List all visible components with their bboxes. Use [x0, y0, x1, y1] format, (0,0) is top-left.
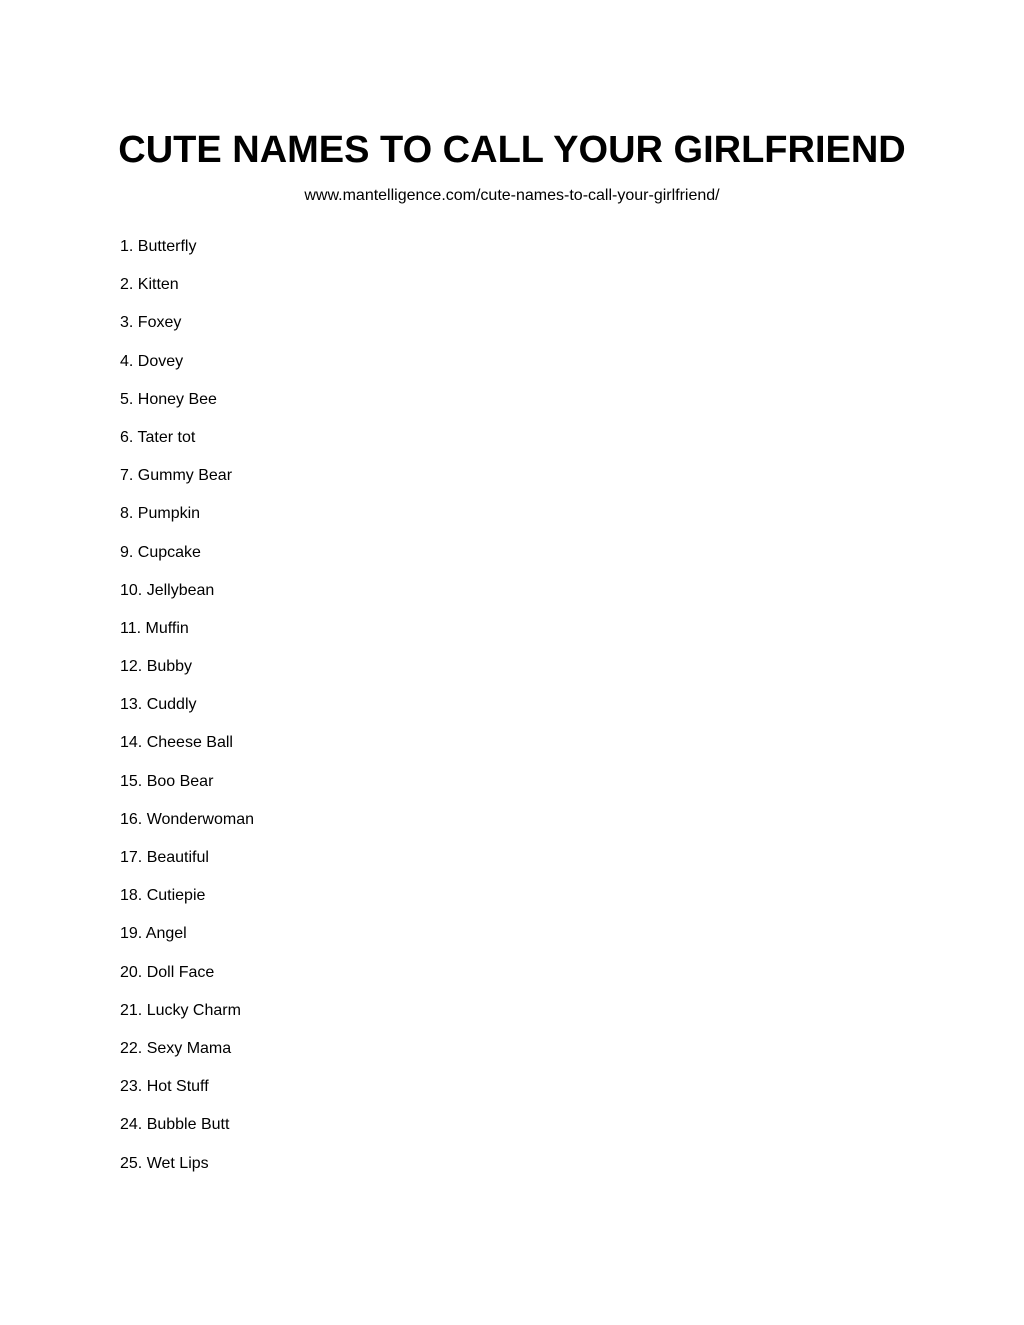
list-item: 13. Cuddly	[120, 696, 197, 714]
list-item: 17. Beautiful	[120, 849, 209, 866]
name-list	[120, 236, 254, 1191]
list-item: 18. Cutiepie	[120, 887, 206, 905]
list-item: 7. Gummy Bear	[120, 467, 233, 485]
list-item: 9. Cupcake	[120, 543, 201, 561]
list-item: 8. Pumpkin	[120, 505, 201, 523]
list-item: 23. Hot Stuff	[120, 1078, 209, 1096]
list-item: 12. Bubby	[120, 658, 193, 676]
list-item: 10. Jellybean	[120, 581, 215, 599]
list-item: 1. Butterfly	[120, 238, 197, 255]
list-item: 6. Tater tot	[120, 428, 196, 446]
list-item: 14. Cheese Ball	[120, 734, 233, 752]
list-item: 25. Wet Lips	[120, 1154, 209, 1172]
list-item: 22. Sexy Mama	[120, 1039, 232, 1057]
list-item: 11. Muffin	[120, 619, 189, 637]
list-item: 2. Kitten	[120, 276, 179, 294]
list-item: 16. Wonderwoman	[120, 810, 254, 828]
list-item: 5. Honey Bee	[120, 390, 217, 408]
source-url: www.mantelligence.com/cute-names-to-call-your-girlfriend/	[304, 187, 720, 204]
list-item: 15. Boo Bear	[120, 772, 214, 790]
list-item: 24. Bubble Butt	[120, 1116, 230, 1134]
list-item: 21. Lucky Charm	[120, 1001, 241, 1019]
list-item: 4. Dovey	[120, 352, 184, 370]
list-item: 20. Doll Face	[120, 963, 215, 981]
page-title: CUTE NAMES TO CALL YOUR GIRLFRIEND	[118, 129, 906, 171]
list-item: 19. Angel	[120, 925, 187, 943]
list-item: 3. Foxey	[120, 314, 182, 332]
